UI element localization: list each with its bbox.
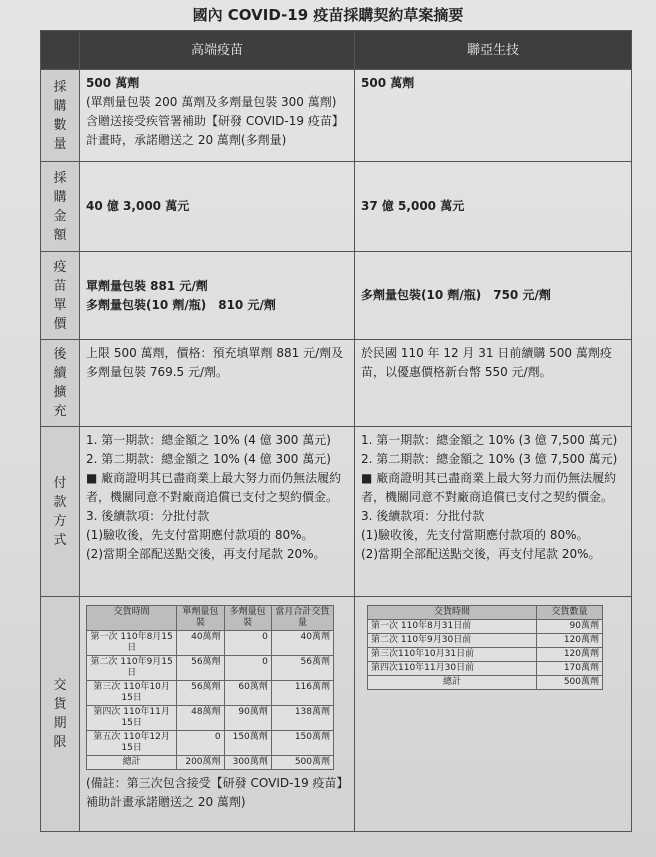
cell-text: 單劑量包裝 881 元/劑: [86, 278, 208, 293]
row-label-text: 交貨期限: [53, 678, 67, 750]
column-header: 高端疫苗: [80, 31, 355, 70]
sub-cell: 56萬劑: [271, 656, 333, 681]
table-row: [41, 162, 632, 252]
summary-table: [40, 30, 632, 832]
sub-cell: 500萬劑: [271, 756, 333, 770]
sub-cell: 第四次 110年11月15日: [87, 706, 177, 731]
delivery-right-table: [367, 605, 603, 690]
cell-text: 3. 後續款項：分批付款: [361, 509, 485, 523]
cell-text: (1)驗收後，先支付當期應付款項的 80%。: [86, 528, 314, 542]
table-row: [41, 70, 632, 162]
row-label: [41, 597, 80, 832]
table-row: [41, 427, 632, 597]
delivery-row: [368, 620, 603, 634]
sub-cell: 90萬劑: [536, 620, 602, 634]
sub-cell: 120萬劑: [536, 648, 602, 662]
cell-text: (1)驗收後，先支付當期應付款項的 80%。: [361, 528, 589, 542]
cell-text: 37 億 5,000 萬元: [361, 199, 465, 213]
delivery-row: [368, 634, 603, 648]
left-cell: [80, 252, 355, 340]
cell-text: 1. 第一期款：總金額之 10% (4 億 300 萬元): [86, 433, 331, 447]
cell-text: (單劑量包裝 200 萬劑及多劑量包裝 300 萬劑): [86, 95, 337, 109]
row-label: [41, 340, 80, 427]
row-label: [41, 162, 80, 252]
row-label-text: 採購數量: [53, 79, 67, 152]
sub-cell: 0: [224, 631, 271, 656]
cell-text: 3. 後續款項：分批付款: [86, 509, 210, 523]
sub-cell: 90萬劑: [224, 706, 271, 731]
row-label-text: 後續擴充: [53, 347, 67, 419]
sub-header: 交貨時間: [368, 606, 537, 620]
left-cell: [80, 427, 355, 597]
sub-cell: 170萬劑: [536, 662, 602, 676]
cell-text: 40 億 3,000 萬元: [86, 199, 190, 213]
column-header: 聯亞生技: [355, 31, 632, 70]
row-label: [41, 252, 80, 340]
sub-cell: 60萬劑: [224, 681, 271, 706]
cell-text: 含贈送接受疾管署補助【研發 COVID-19 疫苗】計畫時，承諾贈送之 20 萬劑(多劑量): [86, 114, 344, 147]
row-label-text: 付款方式: [53, 475, 67, 548]
delivery-row: [87, 731, 334, 756]
cell-text: 多劑量包裝(10 劑/瓶) 810 元/劑: [86, 297, 276, 312]
delivery-row: [368, 662, 603, 676]
cell-text: ■ 廠商證明其已盡商業上最大努力而仍無法履約者，機關同意不對廠商追償已支付之契約價金。: [361, 471, 617, 504]
sub-cell: 500萬劑: [536, 676, 602, 690]
right-cell: [355, 340, 632, 427]
left-cell: [80, 70, 355, 162]
sub-cell: 40萬劑: [271, 631, 333, 656]
sub-cell: 0: [177, 731, 224, 756]
row-label-text: 疫苗單價: [53, 259, 67, 332]
cell-text: 2. 第二期款：總金額之 10% (4 億 300 萬元): [86, 452, 331, 466]
sub-cell: 第一次 110年8月31日前: [368, 620, 537, 634]
table-row: [41, 252, 632, 340]
sub-cell: 56萬劑: [177, 681, 224, 706]
delivery-row: [87, 756, 334, 770]
delivery-row: [87, 706, 334, 731]
sub-cell: 0: [224, 656, 271, 681]
sub-cell: 第三次 110年10月15日: [87, 681, 177, 706]
sub-header: 交貨數量: [536, 606, 602, 620]
cell-text: 500 萬劑: [361, 76, 415, 90]
right-cell: [355, 427, 632, 597]
cell-text: (2)當期全部配送點交後，再支付尾款 20%。: [86, 547, 326, 561]
sub-cell: 總計: [87, 756, 177, 770]
row-label: [41, 427, 80, 597]
right-cell: [355, 70, 632, 162]
sub-header: 當月合計交貨量: [271, 606, 333, 631]
cell-text: 上限 500 萬劑，價格：預充填單劑 881 元/劑及多劑量包裝 769.5 元/劑。: [86, 346, 344, 379]
cell-text: 500 萬劑: [86, 76, 140, 90]
right-cell: [355, 597, 632, 832]
delivery-left-table: [86, 605, 334, 770]
sub-cell: 300萬劑: [224, 756, 271, 770]
cell-text: ■ 廠商證明其已盡商業上最大努力而仍無法履約者，機關同意不對廠商追償已支付之契約價金。: [86, 471, 342, 504]
sub-cell: 總計: [368, 676, 537, 690]
row-label: [41, 70, 80, 162]
cell-text: 於民國 110 年 12 月 31 日前續購 500 萬劑疫苗，以優惠價格新台幣 550 元/劑。: [361, 346, 612, 379]
cell-text: (2)當期全部配送點交後，再支付尾款 20%。: [361, 547, 601, 561]
left-cell: [80, 340, 355, 427]
sub-cell: 40萬劑: [177, 631, 224, 656]
left-cell: [80, 597, 355, 832]
sub-header: 多劑量包裝: [224, 606, 271, 631]
sub-cell: 第五次 110年12月15日: [87, 731, 177, 756]
right-cell: [355, 162, 632, 252]
sub-cell: 第一次 110年8月15日: [87, 631, 177, 656]
sub-cell: 138萬劑: [271, 706, 333, 731]
delivery-row: [368, 676, 603, 690]
sub-cell: 56萬劑: [177, 656, 224, 681]
corner-cell: [41, 31, 80, 70]
sub-cell: 116萬劑: [271, 681, 333, 706]
sub-cell: 第四次110年11月30日前: [368, 662, 537, 676]
sub-header: 單劑量包裝: [177, 606, 224, 631]
cell-text: 多劑量包裝(10 劑/瓶) 750 元/劑: [361, 288, 551, 302]
delivery-row: [368, 648, 603, 662]
table-row: [41, 340, 632, 427]
right-cell: [355, 252, 632, 340]
sub-cell: 第三次110年10月31日前: [368, 648, 537, 662]
sub-header: 交貨時間: [87, 606, 177, 631]
sub-cell: 150萬劑: [224, 731, 271, 756]
cell-text: 1. 第一期款：總金額之 10% (3 億 7,500 萬元): [361, 433, 618, 447]
document-title: 國內 COVID-19 疫苗採購契約草案摘要: [192, 6, 464, 24]
table-row: [41, 597, 632, 832]
left-cell: [80, 162, 355, 252]
sub-cell: 第二次 110年9月15日: [87, 656, 177, 681]
delivery-row: [87, 631, 334, 656]
cell-text: 2. 第二期款：總金額之 10% (3 億 7,500 萬元): [361, 452, 618, 466]
sub-cell: 第二次 110年9月30日前: [368, 634, 537, 648]
sub-cell: 120萬劑: [536, 634, 602, 648]
sub-cell: 48萬劑: [177, 706, 224, 731]
row-label-text: 採購金額: [53, 170, 67, 243]
sub-cell: 200萬劑: [177, 756, 224, 770]
delivery-row: [87, 656, 334, 681]
sub-cell: 150萬劑: [271, 731, 333, 756]
delivery-note: (備註：第三次包含接受【研發 COVID-19 疫苗】補助計畫承諾贈送之 20 萬劑): [86, 776, 343, 809]
delivery-row: [87, 681, 334, 706]
